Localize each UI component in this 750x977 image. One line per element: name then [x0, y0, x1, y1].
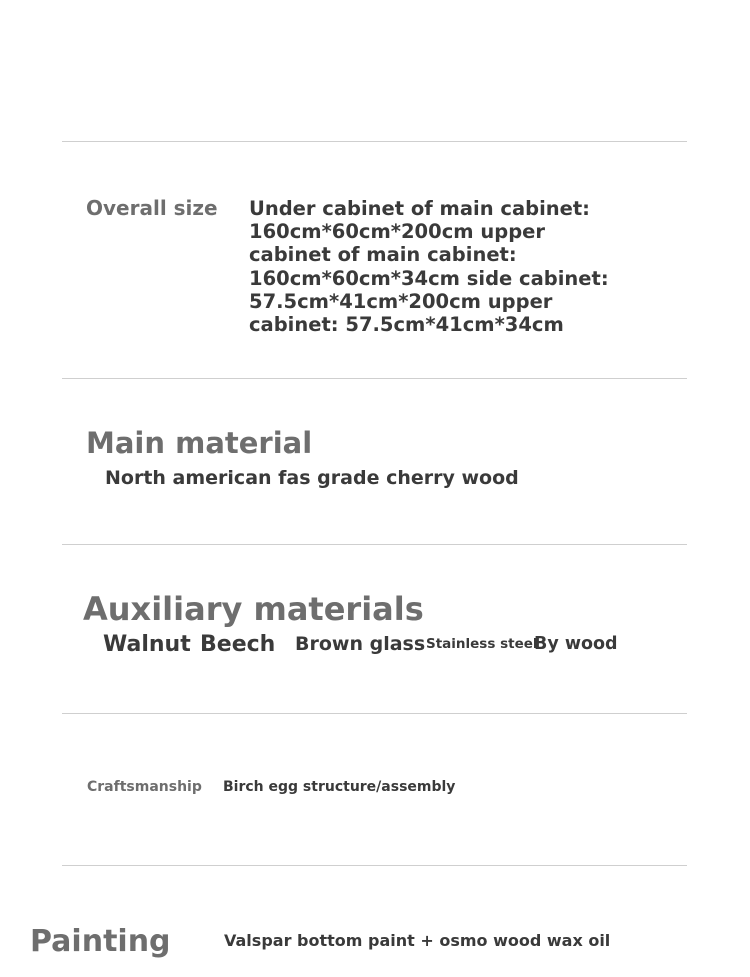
painting-label: Painting: [30, 924, 171, 959]
overall-size-value: Under cabinet of main cabinet: 160cm*60cm*200cm upper cabinet of main cabinet: 160cm*60cm*34cm side cabinet: 57.5cm*41cm*200cm upper cabinet: 57.5cm*41cm*34cm: [249, 197, 609, 337]
main-material-label: Main material: [86, 426, 313, 460]
overall-size-label: Overall size: [86, 196, 218, 220]
auxiliary-material-item: Brown glass: [295, 633, 426, 655]
craftsmanship-value: Birch egg structure/assembly: [223, 779, 456, 795]
auxiliary-material-item: Beech: [200, 632, 276, 657]
divider: [62, 865, 687, 866]
painting-value: Valspar bottom paint + osmo wood wax oil: [224, 931, 611, 950]
divider: [62, 141, 687, 142]
auxiliary-material-item: Walnut: [103, 632, 191, 657]
craftsmanship-label: Craftsmanship: [87, 779, 202, 795]
auxiliary-materials-label: Auxiliary materials: [83, 590, 424, 628]
divider: [62, 378, 687, 379]
main-material-value: North american fas grade cherry wood: [105, 467, 519, 489]
auxiliary-material-item: By wood: [534, 634, 618, 654]
divider: [62, 713, 687, 714]
auxiliary-material-item: Stainless steel: [426, 636, 538, 652]
divider: [62, 544, 687, 545]
